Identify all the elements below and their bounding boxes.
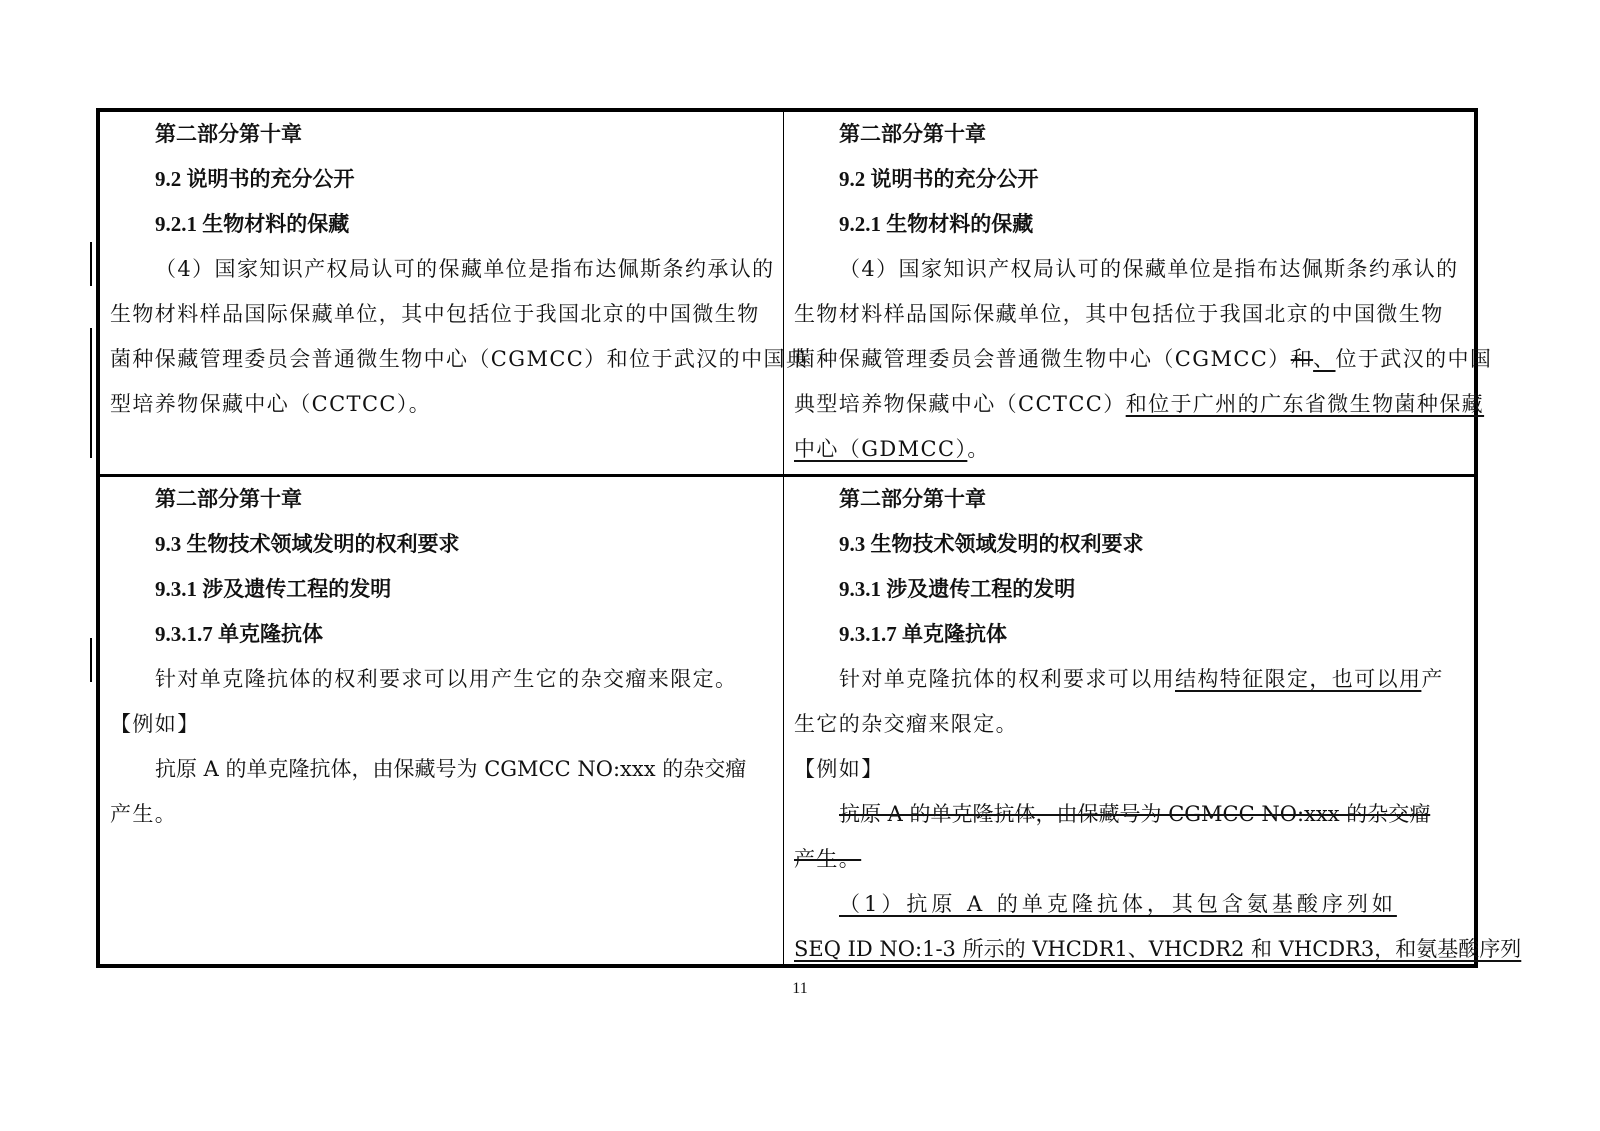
text-run: 。 <box>967 437 990 461</box>
heading-part: 第二部分第十章 <box>839 487 986 511</box>
paragraph-line <box>794 337 1493 382</box>
text-run: 菌种保藏管理委员会普通微生物中心（CGMCC） <box>794 347 1291 371</box>
heading-section-931: 9.3.1 涉及遗传工程的发明 <box>155 577 392 601</box>
heading-section-92: 9.2 说明书的充分公开 <box>155 167 355 191</box>
paragraph-line: 菌种保藏管理委员会普通微生物中心（CGMCC）和位于武汉的中国典 <box>110 347 809 371</box>
text-run: 典型培养物保藏中心（CCTCC） <box>794 392 1126 416</box>
heading-section-92: 9.2 说明书的充分公开 <box>839 167 1039 191</box>
cell-left-top <box>100 112 809 474</box>
heading-section-921: 9.2.1 生物材料的保藏 <box>839 212 1034 236</box>
comparison-table <box>96 108 1522 968</box>
cell-left-bottom <box>100 477 783 967</box>
cell-right-top <box>784 112 1493 474</box>
example-label: 【例如】 <box>110 712 200 736</box>
text-run: 针对单克隆抗体的权利要求可以用 <box>839 667 1175 691</box>
inserted-text: 、 <box>1313 347 1336 371</box>
paragraph-line: 抗原 A 的单克隆抗体，由保藏号为 CGMCC NO:xxx 的杂交瘤 <box>155 757 747 781</box>
paragraph-line: 型培养物保藏中心（CCTCC）。 <box>110 392 432 416</box>
paragraph-line: 生它的杂交瘤来限定。 <box>794 712 1018 736</box>
inserted-text: 结构特征限定，也可以用 <box>1175 667 1422 691</box>
change-bar-bottom <box>90 638 92 682</box>
heading-section-93: 9.3 生物技术领域发明的权利要求 <box>155 532 460 556</box>
paragraph-line: 生物材料样品国际保藏单位，其中包括位于我国北京的中国微生物 <box>794 302 1444 326</box>
deleted-text: 抗原 A 的单克隆抗体，由保藏号为 CGMCC NO:xxx 的杂交瘤 <box>839 802 1431 826</box>
paragraph-line: 针对单克隆抗体的权利要求可以用产生它的杂交瘤来限定。 <box>155 667 738 691</box>
heading-section-9317: 9.3.1.7 单克隆抗体 <box>155 622 323 646</box>
example-label: 【例如】 <box>794 757 884 781</box>
heading-part: 第二部分第十章 <box>839 122 986 146</box>
heading-section-921: 9.2.1 生物材料的保藏 <box>155 212 350 236</box>
heading-section-931: 9.3.1 涉及遗传工程的发明 <box>839 577 1076 601</box>
heading-section-9317: 9.3.1.7 单克隆抗体 <box>839 622 1007 646</box>
page-number: 11 <box>792 980 808 997</box>
heading-part: 第二部分第十章 <box>155 122 302 146</box>
inserted-text: 和位于广州的广东省微生物菌种保藏 <box>1125 392 1485 416</box>
heading-part: 第二部分第十章 <box>155 487 302 511</box>
text-run: 产 <box>1421 667 1444 691</box>
change-bar-top <box>90 242 92 286</box>
paragraph-line: 产生。 <box>110 802 178 826</box>
paragraph-line: （4）国家知识产权局认可的保藏单位是指布达佩斯条约承认的 <box>839 257 1459 281</box>
paragraph-line: 生物材料样品国际保藏单位，其中包括位于我国北京的中国微生物 <box>110 302 760 326</box>
deleted-text: 产生。 <box>794 847 862 871</box>
deleted-text: 和 <box>1290 347 1314 371</box>
change-bar-top-2 <box>90 328 92 458</box>
paragraph-line <box>794 427 1464 472</box>
inserted-text: SEQ ID NO:1-3 所示的 VHCDR1、VHCDR2 和 VHCDR3，和氨基酸序列 <box>794 937 1522 961</box>
paragraph-line: （4）国家知识产权局认可的保藏单位是指布达佩斯条约承认的 <box>155 257 775 281</box>
cell-right-bottom <box>784 477 1522 967</box>
heading-section-93: 9.3 生物技术领域发明的权利要求 <box>839 532 1144 556</box>
inserted-text: （1）抗原 A 的单克隆抗体，其包含氨基酸序列如 <box>839 892 1397 916</box>
text-run: 位于武汉的中国 <box>1335 347 1493 371</box>
inserted-text: 中心（GDMCC） <box>794 437 968 461</box>
paragraph-line <box>794 382 1485 427</box>
paragraph-line <box>794 657 1464 702</box>
